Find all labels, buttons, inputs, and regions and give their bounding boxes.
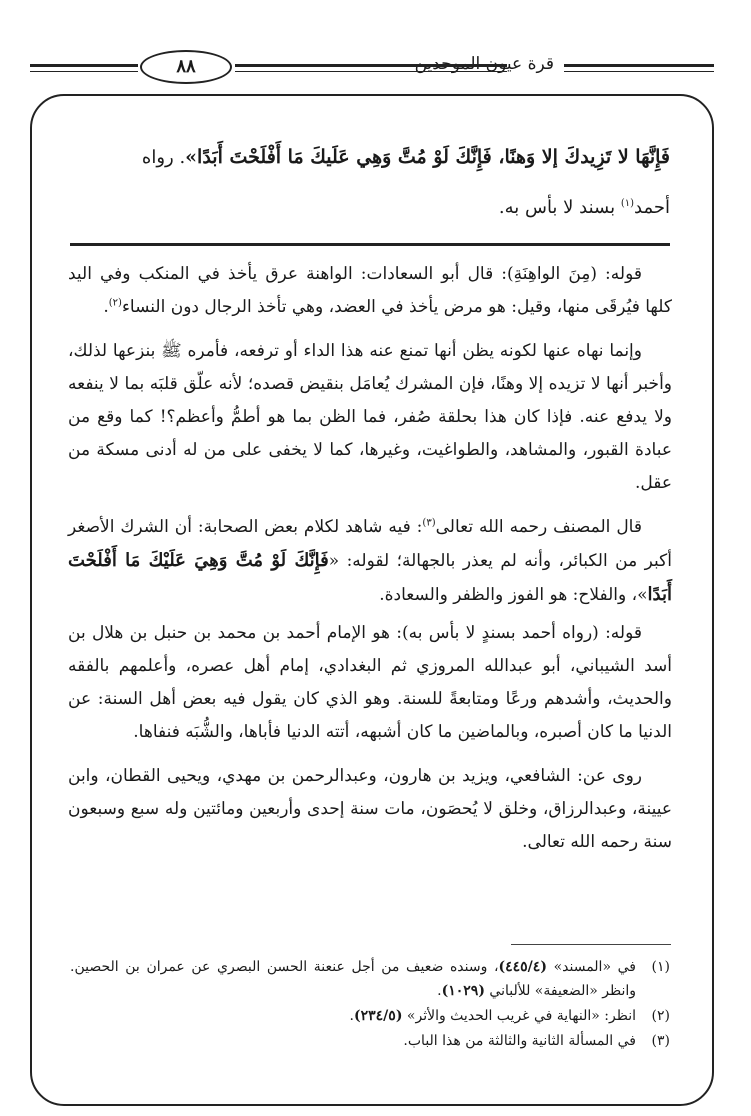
footnote-separator [511, 944, 671, 945]
footnote-text: ، وسنده ضعيف من أجل عنعنة الحسن البصري عن عمران بن الحصين. وانظر «الضعيفة» للألباني [70, 959, 636, 999]
commentary-p3-text-3: »، والفلاح: هو الفوز والظفر والسعادة. [379, 585, 648, 605]
header-rule-left [30, 64, 138, 72]
commentary-paragraph-5: روى عن: الشافعي، ويزيد بن هارون، وعبدالرحمن بن مهدي، ويحيى القطان، وابن عيينة، وعبدالرزاق، وخلق لا يُحصَون، مات سنة إحدى وأربعين ومائتين وله سبع وسبعون سنة رحمه الله تعالى. [68, 766, 672, 852]
book-title: قرة عيون الموحدين [414, 54, 554, 74]
footnote-citation: (٢٣٤/٥) [354, 1008, 403, 1024]
footnote-text: انظر: «النهاية في غريب الحديث والأثر» [402, 1008, 636, 1024]
footnote-ref-2[interactable]: (٢) [108, 297, 122, 309]
footnote-ref-3[interactable]: (٣) [422, 517, 436, 529]
commentary-paragraph-3 [68, 511, 672, 612]
footnote-number: (٢) [651, 1008, 670, 1024]
footnote-text: . [349, 1008, 354, 1024]
footnote-number: (١) [651, 959, 670, 975]
footnote-ref-1[interactable]: (١) [620, 198, 635, 209]
commentary-p3-text-2: : فيه شاهد لكلام بعض الصحابة: أن الشرك الأصغر أكبر من الكبائر، وأنه لم يعذر بالجهالة؛ لقوله: « [68, 517, 672, 571]
commentary-paragraph-2: وإنما نهاه عنها لكونه يظن أنها تمنع عنه هذا الداء أو ترفعه، فأمره ﷺ بنزعها لذلك، وأخبر أنها لا تزيده إلا وهنًا، فإن المشرك يُعامَل بنقيض قصده؛ لأنه علّق قلبَه بما لا ينفعه ولا يدفع عنه. فإذا كان هذا بحلقة صُفر، فما الظن بما هو أطمُّ وأعظم؟! كما وقع من عبادة القبور، والمشاهد، والطواغيت، وغيرها، كما لا يخفى على من له أدنى مسكة من عقل. [68, 341, 672, 493]
hadith-narration: . رواه [141, 147, 186, 168]
footnote-2 [70, 1004, 670, 1028]
footnote-text: . [437, 983, 442, 999]
footnote-number: (٣) [651, 1033, 670, 1049]
commentary-p1-end: . [103, 297, 109, 317]
hadith-line-1 [70, 132, 670, 183]
commentary-paragraph-1 [68, 258, 672, 324]
matn-separator [70, 243, 670, 246]
hadith-grading: بسند لا بأس به. [498, 197, 621, 218]
hadith-line-2 [70, 183, 670, 233]
footnote-text: في «المسند» [546, 959, 636, 975]
footnote-citation: (١٠٢٩) [441, 983, 485, 999]
header-rule-middle [235, 64, 507, 72]
commentary-p3-quote: فَإِنَّكَ لَوْ مُتَّ وَهِيَ عَلَيْكَ مَا أَفْلَحْتَ أَبَدًا [68, 550, 672, 605]
page-number: ٨٨ [140, 50, 232, 84]
footnote-3 [70, 1029, 670, 1053]
commentary-paragraph-4: قوله: (رواه أحمد بسندٍ لا بأس به): هو الإمام أحمد بن محمد بن حنبل بن هلال بن أسد الشيباني، أبو عبدالله المروزي ثم البغدادي، إمام أهل عصره، وأعلمهم بالفقه والحديث، وأشدهم ورعًا ومتابعةً للسنة. وهو الذي كان يقول فيه بعض أهل السنة: عن الدنيا ما كان أصبره، وبالماضين ما كان أشبهه، أتته الدنيا فأباها، والشُّبَه فنفاها. [68, 623, 672, 742]
page-header [30, 48, 714, 94]
footnote-citation: (٤٤٥/٤) [498, 959, 547, 975]
commentary [68, 258, 672, 870]
footnotes [70, 955, 670, 1054]
commentary-p1-text: قوله: (مِنَ الواهِنَةِ): قال أبو السعادات: الواهنة عرق يأخذ في المنكب وفي اليد كلها فيُرقَى منها، وقيل: هو مرض يأخذ في العضد، وهي تأخذ الرجال دون النساء [68, 264, 672, 317]
hadith-quote: فَإِنَّهَا لا تَزِيدكَ إلا وَهنًا، فَإِنَّكَ لَوْ مُتَّ وَهِي عَلَيكَ مَا أَفْلَحْتَ أَبَدًا» [185, 146, 670, 168]
footnote-1 [70, 955, 670, 1003]
header-rule-right [564, 64, 714, 72]
hadith-text [70, 132, 670, 233]
commentary-p3-text: قال المصنف رحمه الله تعالى [435, 517, 642, 537]
hadith-narrator: أحمد [634, 197, 670, 218]
footnote-text: في المسألة الثانية والثالثة من هذا الباب. [403, 1033, 636, 1049]
